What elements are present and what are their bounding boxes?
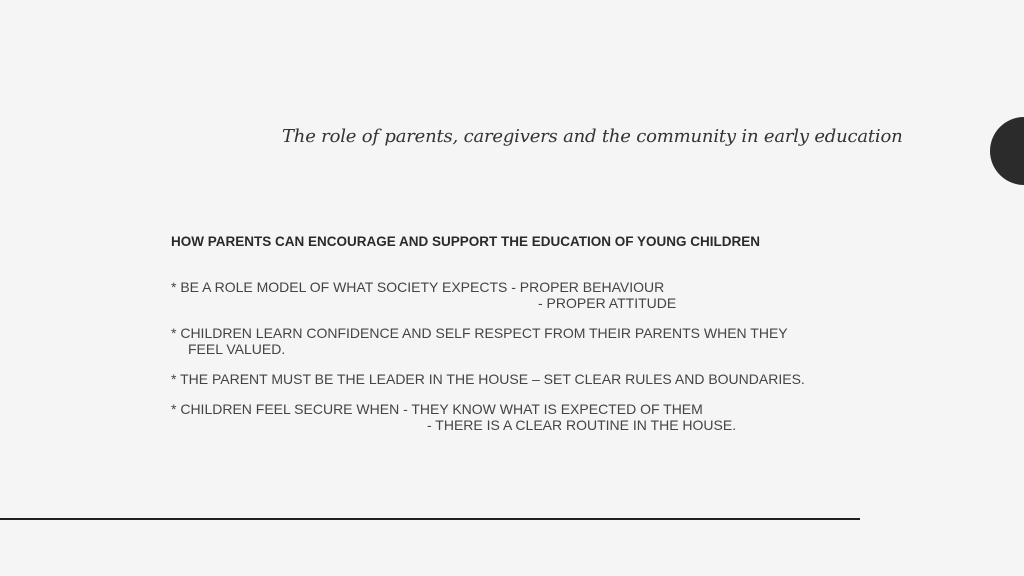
section-heading: HOW PARENTS CAN ENCOURAGE AND SUPPORT THE EDUCATION OF YOUNG CHILDREN — [171, 234, 761, 249]
decorative-circle — [990, 117, 1024, 185]
bullet-leader: * THE PARENT MUST BE THE LEADER IN THE HOUSE – SET CLEAR RULES AND BOUNDARIES. — [171, 371, 805, 387]
bullet-secure: * CHILDREN FEEL SECURE WHEN - THEY KNOW WHAT IS EXPECTED OF THEM — [171, 401, 703, 417]
bullet-role-model-sub: - PROPER ATTITUDE — [538, 295, 677, 311]
slide-title: The role of parents, caregivers and the community in early education — [282, 126, 903, 147]
bullet-confidence-sub: FEEL VALUED. — [188, 341, 286, 357]
bullet-secure-sub: - THERE IS A CLEAR ROUTINE IN THE HOUSE. — [427, 417, 737, 433]
bullet-role-model: * BE A ROLE MODEL OF WHAT SOCIETY EXPECTS - PROPER BEHAVIOUR — [171, 279, 665, 295]
bullet-confidence: * CHILDREN LEARN CONFIDENCE AND SELF RESPECT FROM THEIR PARENTS WHEN THEY — [171, 325, 788, 341]
bottom-rule — [0, 518, 860, 520]
